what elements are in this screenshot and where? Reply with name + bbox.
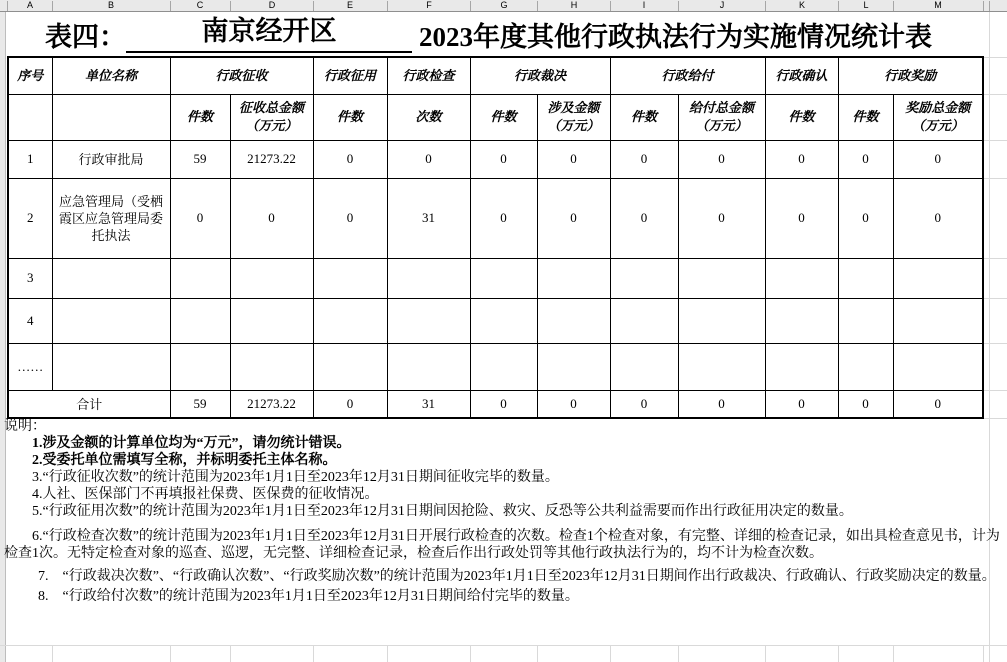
column-header-L[interactable]: L bbox=[863, 0, 869, 10]
data-cell[interactable] bbox=[610, 298, 678, 343]
data-cell[interactable] bbox=[537, 298, 610, 343]
data-cell[interactable]: 0 bbox=[893, 140, 983, 178]
empty-cell[interactable] bbox=[8, 94, 52, 140]
subheader-requisition-count[interactable]: 件数 bbox=[313, 94, 387, 140]
total-cell[interactable]: 31 bbox=[387, 390, 470, 418]
data-cell[interactable]: 21273.22 bbox=[230, 140, 313, 178]
data-cell[interactable] bbox=[230, 298, 313, 343]
data-cell[interactable]: 31 bbox=[387, 178, 470, 258]
data-cell[interactable] bbox=[470, 258, 537, 298]
header-admin-payment[interactable]: 行政给付 bbox=[610, 57, 765, 94]
column-divider bbox=[678, 1, 679, 11]
data-cell[interactable] bbox=[765, 258, 838, 298]
subheader-award-count[interactable]: 件数 bbox=[838, 94, 893, 140]
column-divider bbox=[765, 1, 766, 11]
statistics-table bbox=[7, 56, 984, 419]
table-row bbox=[8, 258, 983, 298]
column-divider bbox=[170, 1, 171, 11]
data-cell[interactable]: 0 bbox=[387, 140, 470, 178]
data-cell[interactable] bbox=[470, 343, 537, 390]
data-cell[interactable] bbox=[537, 258, 610, 298]
subheader-levy-total[interactable]: 征收总金额（万元） bbox=[230, 94, 313, 140]
data-cell[interactable] bbox=[313, 343, 387, 390]
data-cell[interactable]: 0 bbox=[610, 178, 678, 258]
notes-heading: 说明： bbox=[4, 419, 46, 434]
data-cell[interactable]: 0 bbox=[893, 178, 983, 258]
header-admin-inspection[interactable]: 行政检查 bbox=[387, 57, 470, 94]
note-item: 5.“行政征用次数”的统计范围为2023年1月1日至2023年12月31日期间因抢险、救灾、反恐等公共利益需要而作出行政征用决定的数量。 bbox=[32, 504, 853, 519]
table-row bbox=[8, 178, 983, 258]
column-header-M[interactable]: M bbox=[934, 0, 942, 10]
column-divider bbox=[52, 1, 53, 11]
unit-name-cell[interactable] bbox=[52, 298, 170, 343]
data-cell[interactable] bbox=[678, 258, 765, 298]
data-cell[interactable] bbox=[765, 298, 838, 343]
subheader-confirmation-count[interactable]: 件数 bbox=[765, 94, 838, 140]
note-item: 3.“行政征收次数”的统计范围为2023年1月1日至2023年12月31日期间征收完毕的数量。 bbox=[32, 470, 559, 485]
total-label-cell[interactable]: 合计 bbox=[8, 390, 170, 418]
gridline bbox=[983, 57, 1007, 58]
data-cell[interactable]: 0 bbox=[537, 178, 610, 258]
header-admin-confirmation[interactable]: 行政确认 bbox=[765, 57, 838, 94]
data-cell[interactable] bbox=[678, 298, 765, 343]
note-item: 1.涉及金额的计算单位均为“万元”，请勿统计错误。 bbox=[32, 436, 351, 451]
gridline bbox=[0, 645, 1007, 646]
unit-name-cell[interactable] bbox=[52, 343, 170, 390]
empty-cell[interactable] bbox=[52, 94, 170, 140]
column-header-D[interactable]: D bbox=[268, 0, 276, 10]
total-cell[interactable]: 59 bbox=[170, 390, 230, 418]
gridline bbox=[537, 645, 538, 662]
column-divider bbox=[313, 1, 314, 11]
column-divider bbox=[893, 1, 894, 11]
data-cell[interactable] bbox=[838, 298, 893, 343]
gridline bbox=[170, 645, 171, 662]
column-divider bbox=[537, 1, 538, 11]
gridline bbox=[983, 140, 1007, 141]
note-item: 6.“行政检查次数”的统计范围为2023年1月1日至2023年12月31日开展行政检查的次数。检查1个检查对象，有完整、详细的检查记录，如出具检查意见书，计为检查1次。无特定检查对象的巡查、巡逻，无完整、详细检查记录，检查后作出行政处罚等其他行政执法行为的，均不计为检查次数。 bbox=[4, 529, 1000, 561]
column-header-G[interactable]: G bbox=[500, 0, 508, 10]
data-cell[interactable]: 0 bbox=[838, 140, 893, 178]
column-divider bbox=[387, 1, 388, 11]
gridline bbox=[983, 178, 1007, 179]
unit-name-cell[interactable] bbox=[52, 258, 170, 298]
header-group-row bbox=[8, 57, 983, 94]
title-prefix: 表四： bbox=[45, 21, 126, 52]
header-admin-levy[interactable]: 行政征收 bbox=[170, 57, 313, 94]
column-divider bbox=[989, 1, 990, 11]
column-divider bbox=[7, 1, 8, 11]
column-header-J[interactable]: J bbox=[719, 0, 725, 10]
data-cell[interactable] bbox=[470, 298, 537, 343]
column-divider bbox=[470, 1, 471, 11]
data-cell[interactable] bbox=[838, 258, 893, 298]
data-cell[interactable] bbox=[313, 298, 387, 343]
table-title-cell[interactable] bbox=[7, 12, 983, 56]
data-cell[interactable] bbox=[893, 298, 983, 343]
subheader-adjudication-amount[interactable]: 涉及金额（万元） bbox=[537, 94, 610, 140]
total-cell[interactable]: 0 bbox=[838, 390, 893, 418]
gridline bbox=[765, 645, 766, 662]
total-cell[interactable]: 0 bbox=[470, 390, 537, 418]
gridline bbox=[983, 390, 1007, 391]
header-unit-name[interactable]: 单位名称 bbox=[52, 57, 170, 94]
data-cell[interactable] bbox=[170, 298, 230, 343]
seq-cell[interactable]: 3 bbox=[8, 258, 52, 298]
total-cell[interactable]: 0 bbox=[537, 390, 610, 418]
title-blank-underline bbox=[126, 15, 412, 53]
data-cell[interactable] bbox=[678, 343, 765, 390]
gridline bbox=[610, 645, 611, 662]
note-item: 2.受委托单位需填写全称，并标明委托主体名称。 bbox=[32, 453, 337, 468]
data-cell[interactable]: 59 bbox=[170, 140, 230, 178]
note-item: 4.人社、医保部门不再填报社保费、医保费的征收情况。 bbox=[32, 487, 379, 502]
table-row bbox=[8, 298, 983, 343]
column-divider bbox=[610, 1, 611, 11]
data-cell[interactable]: 0 bbox=[765, 140, 838, 178]
total-cell[interactable]: 0 bbox=[313, 390, 387, 418]
notes-area[interactable] bbox=[4, 418, 1004, 605]
total-cell[interactable]: 0 bbox=[610, 390, 678, 418]
data-cell[interactable]: 0 bbox=[537, 140, 610, 178]
gridline bbox=[678, 645, 679, 662]
data-cell[interactable] bbox=[387, 258, 470, 298]
gridline bbox=[52, 645, 53, 662]
data-cell[interactable] bbox=[610, 258, 678, 298]
data-cell[interactable]: 0 bbox=[230, 178, 313, 258]
data-cell[interactable]: 0 bbox=[678, 140, 765, 178]
column-header-B[interactable]: B bbox=[107, 0, 115, 10]
seq-cell[interactable]: …… bbox=[8, 343, 52, 390]
column-divider bbox=[838, 1, 839, 11]
subheader-award-total[interactable]: 奖励总金额（万元） bbox=[893, 94, 983, 140]
gridline bbox=[230, 645, 231, 662]
data-cell[interactable]: 0 bbox=[470, 140, 537, 178]
header-admin-award[interactable]: 行政奖励 bbox=[838, 57, 983, 94]
data-cell[interactable]: 0 bbox=[765, 178, 838, 258]
column-divider bbox=[230, 1, 231, 11]
data-cell[interactable] bbox=[610, 343, 678, 390]
seq-cell[interactable]: 4 bbox=[8, 298, 52, 343]
data-cell[interactable]: 0 bbox=[313, 178, 387, 258]
gridline bbox=[313, 645, 314, 662]
data-cell[interactable]: 0 bbox=[838, 178, 893, 258]
header-admin-adjudication[interactable]: 行政裁决 bbox=[470, 57, 610, 94]
column-header-strip bbox=[0, 0, 1007, 12]
subheader-payment-count[interactable]: 件数 bbox=[610, 94, 678, 140]
table-row bbox=[8, 140, 983, 178]
column-header-I[interactable]: I bbox=[642, 0, 646, 10]
subheader-row bbox=[8, 94, 983, 140]
gridline bbox=[983, 645, 984, 662]
seq-cell[interactable]: 2 bbox=[8, 178, 52, 258]
data-cell[interactable]: 0 bbox=[610, 140, 678, 178]
data-cell[interactable] bbox=[230, 258, 313, 298]
gridline bbox=[838, 645, 839, 662]
column-header-E[interactable]: E bbox=[346, 0, 354, 10]
column-header-A[interactable]: A bbox=[26, 0, 34, 10]
column-header-K[interactable]: K bbox=[798, 0, 806, 10]
seq-cell[interactable]: 1 bbox=[8, 140, 52, 178]
note-item: 7. “行政裁决次数”、“行政确认次数”、“行政奖励次数”的统计范围为2023年1月1日至2023年12月31日期间作出行政裁决、行政确认、行政奖励决定的数量。 bbox=[38, 569, 996, 584]
table-row bbox=[8, 343, 983, 390]
note-item: 8. “行政给付次数”的统计范围为2023年1月1日至2023年12月31日期间给付完毕的数量。 bbox=[38, 589, 579, 604]
gridline bbox=[983, 258, 1007, 259]
gridline bbox=[983, 298, 1007, 299]
data-cell[interactable] bbox=[170, 343, 230, 390]
column-header-F[interactable]: F bbox=[426, 0, 432, 10]
header-seq[interactable]: 序号 bbox=[8, 57, 52, 94]
subheader-inspection-count[interactable]: 次数 bbox=[387, 94, 470, 140]
data-cell[interactable] bbox=[230, 343, 313, 390]
data-cell[interactable] bbox=[313, 258, 387, 298]
total-row bbox=[8, 390, 983, 418]
page-title: 2023年度其他行政执法行为实施情况统计表 bbox=[419, 21, 932, 52]
total-cell[interactable]: 0 bbox=[765, 390, 838, 418]
total-cell[interactable]: 21273.22 bbox=[230, 390, 313, 418]
total-cell[interactable]: 0 bbox=[678, 390, 765, 418]
gridline bbox=[470, 645, 471, 662]
gridline bbox=[983, 343, 1007, 344]
data-cell[interactable]: 0 bbox=[470, 178, 537, 258]
data-cell[interactable] bbox=[537, 343, 610, 390]
data-cell[interactable]: 0 bbox=[678, 178, 765, 258]
gridline bbox=[983, 94, 1007, 95]
subheader-payment-total[interactable]: 给付总金额（万元） bbox=[678, 94, 765, 140]
data-cell[interactable] bbox=[170, 258, 230, 298]
data-cell[interactable] bbox=[387, 343, 470, 390]
subheader-adjudication-count[interactable]: 件数 bbox=[470, 94, 537, 140]
data-cell[interactable] bbox=[838, 343, 893, 390]
data-cell[interactable] bbox=[387, 298, 470, 343]
subheader-levy-count[interactable]: 件数 bbox=[170, 94, 230, 140]
column-header-C[interactable]: C bbox=[196, 0, 204, 10]
unit-name-cell[interactable]: 应急管理局（受栖霞区应急管理局委托执法 bbox=[52, 178, 170, 258]
data-cell[interactable]: 0 bbox=[170, 178, 230, 258]
title-blank-value: 南京经开区 bbox=[201, 16, 337, 46]
header-admin-requisition[interactable]: 行政征用 bbox=[313, 57, 387, 94]
gridline bbox=[387, 645, 388, 662]
data-cell[interactable] bbox=[893, 343, 983, 390]
data-cell[interactable]: 0 bbox=[313, 140, 387, 178]
gridline bbox=[893, 645, 894, 662]
data-cell[interactable] bbox=[893, 258, 983, 298]
data-cell[interactable] bbox=[765, 343, 838, 390]
column-header-H[interactable]: H bbox=[570, 0, 578, 10]
unit-name-cell[interactable]: 行政审批局 bbox=[52, 140, 170, 178]
column-divider bbox=[983, 1, 984, 11]
total-cell[interactable]: 0 bbox=[893, 390, 983, 418]
